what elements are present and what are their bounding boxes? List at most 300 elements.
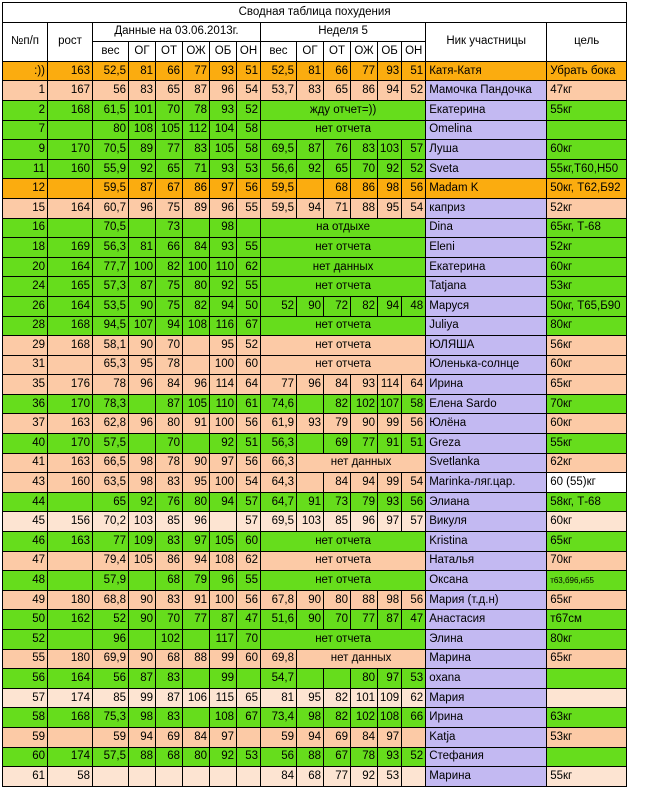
cell-start-2: 83 xyxy=(156,590,183,610)
cell-start-5 xyxy=(237,218,261,238)
cell-nick: Стефания xyxy=(426,747,547,767)
cell-goal: 55кг xyxy=(547,434,627,454)
cell-goal xyxy=(547,669,627,689)
cell-height xyxy=(48,571,93,591)
cell-week5-5 xyxy=(402,727,426,747)
cell-week5-3: 86 xyxy=(351,179,378,199)
table-row xyxy=(3,610,627,630)
cell-height: 168 xyxy=(48,100,93,120)
cell-height: 174 xyxy=(48,688,93,708)
cell-week5-5: 56 xyxy=(402,414,426,434)
cell-start-4: 93 xyxy=(210,238,237,258)
cell-num: 1 xyxy=(3,81,48,101)
table-row xyxy=(3,532,627,552)
cell-week5-5: 66 xyxy=(402,708,426,728)
cell-start-2: 77 xyxy=(156,140,183,160)
cell-week5-3: 70 xyxy=(351,159,378,179)
cell-start-5: 55 xyxy=(237,277,261,297)
cell-nick: Элиана xyxy=(426,492,547,512)
cell-week5-note: нет данных xyxy=(297,649,426,669)
cell-week5-3: 88 xyxy=(351,198,378,218)
cell-start-3 xyxy=(183,355,210,375)
cell-week5-0: 52 xyxy=(261,296,297,316)
cell-start-1 xyxy=(129,630,156,650)
cell-start-5: 58 xyxy=(237,120,261,140)
cell-start-0: 66,5 xyxy=(93,453,129,473)
cell-week5-4: 91 xyxy=(378,434,402,454)
cell-week5-note: нет отчета xyxy=(261,238,426,258)
cell-start-4: 96 xyxy=(210,81,237,101)
cell-goal xyxy=(547,747,627,767)
cell-start-3: 89 xyxy=(183,198,210,218)
cell-height xyxy=(48,179,93,199)
table-row xyxy=(3,238,627,258)
cell-start-5: 56 xyxy=(237,414,261,434)
cell-week5-5: 52 xyxy=(402,81,426,101)
cell-start-4: 115 xyxy=(210,688,237,708)
cell-start-3 xyxy=(183,630,210,650)
cell-num: 61 xyxy=(3,767,48,787)
cell-start-4: 94 xyxy=(210,296,237,316)
cell-week5-5: 48 xyxy=(402,296,426,316)
cell-week5-4: 107 xyxy=(378,394,402,414)
subheader-start-2: ОТ xyxy=(156,42,183,62)
cell-week5-1 xyxy=(297,179,324,199)
cell-nick: Marinka-ляг.цар. xyxy=(426,473,547,493)
cell-num: 49 xyxy=(3,590,48,610)
cell-goal: 65кг xyxy=(547,532,627,552)
cell-start-4: 108 xyxy=(210,551,237,571)
cell-start-1: 90 xyxy=(129,296,156,316)
cell-height: 160 xyxy=(48,473,93,493)
cell-start-2: 83 xyxy=(156,473,183,493)
cell-start-5: 47 xyxy=(237,610,261,630)
cell-week5-2: 82 xyxy=(324,394,351,414)
cell-start-0: 55,9 xyxy=(93,159,129,179)
cell-nick: Викуля xyxy=(426,512,547,532)
cell-start-4: 100 xyxy=(210,473,237,493)
cell-start-4: 105 xyxy=(210,532,237,552)
cell-week5-2: 85 xyxy=(324,512,351,532)
header-nick: Ник участницы xyxy=(426,22,547,61)
table-row xyxy=(3,688,627,708)
cell-num: 46 xyxy=(3,532,48,552)
cell-start-2: 86 xyxy=(156,551,183,571)
cell-start-4: 93 xyxy=(210,159,237,179)
cell-week5-2: 79 xyxy=(324,414,351,434)
cell-start-2: 76 xyxy=(156,492,183,512)
cell-week5-5: 54 xyxy=(402,198,426,218)
cell-start-1 xyxy=(129,571,156,591)
cell-nick: Мамочка Пандочка xyxy=(426,81,547,101)
table-row xyxy=(3,473,627,493)
cell-week5-4: 98 xyxy=(378,590,402,610)
cell-start-3: 86 xyxy=(183,179,210,199)
cell-start-5: 52 xyxy=(237,336,261,356)
cell-start-2: 94 xyxy=(156,316,183,336)
cell-num: 55 xyxy=(3,649,48,669)
cell-start-1: 101 xyxy=(129,100,156,120)
cell-start-3 xyxy=(183,336,210,356)
cell-start-1: 92 xyxy=(129,492,156,512)
cell-start-5: 58 xyxy=(237,140,261,160)
cell-week5-4: 93 xyxy=(378,61,402,81)
cell-height: 160 xyxy=(48,159,93,179)
cell-start-4: 99 xyxy=(210,649,237,669)
cell-goal: 65кг xyxy=(547,590,627,610)
subheader-week5-1: ОГ xyxy=(297,42,324,62)
cell-nick: Екатерина xyxy=(426,257,547,277)
cell-nick: Madam K xyxy=(426,179,547,199)
cell-goal: 63кг xyxy=(547,708,627,728)
cell-goal: т67см xyxy=(547,610,627,630)
cell-start-2: 75 xyxy=(156,296,183,316)
cell-week5-4: 53 xyxy=(378,767,402,787)
cell-week5-1: 90 xyxy=(297,610,324,630)
cell-nick: Марина xyxy=(426,649,547,669)
cell-start-3: 87 xyxy=(183,81,210,101)
cell-week5-5: 57 xyxy=(402,140,426,160)
cell-week5-1: 88 xyxy=(297,747,324,767)
cell-week5-3: 102 xyxy=(351,394,378,414)
table-row xyxy=(3,316,627,336)
cell-start-5: 54 xyxy=(237,81,261,101)
cell-week5-3: 101 xyxy=(351,688,378,708)
cell-start-0: 60,7 xyxy=(93,198,129,218)
cell-start-3: 112 xyxy=(183,120,210,140)
cell-week5-0: 56,6 xyxy=(261,159,297,179)
cell-start-2: 67 xyxy=(156,179,183,199)
subheader-start-4: ОБ xyxy=(210,42,237,62)
table-row xyxy=(3,414,627,434)
cell-start-2: 70 xyxy=(156,100,183,120)
cell-start-2: 75 xyxy=(156,198,183,218)
cell-week5-1: 90 xyxy=(297,296,324,316)
cell-height xyxy=(48,218,93,238)
cell-goal: 55кг xyxy=(547,100,627,120)
cell-start-3: 83 xyxy=(183,140,210,160)
cell-week5-4: 94 xyxy=(378,81,402,101)
cell-goal: 65кг xyxy=(547,649,627,669)
header-group-week5: Неделя 5 xyxy=(261,22,426,42)
cell-start-1: 90 xyxy=(129,590,156,610)
cell-week5-note: нет отчета xyxy=(261,630,426,650)
cell-week5-2: 82 xyxy=(324,708,351,728)
cell-week5-5: 51 xyxy=(402,434,426,454)
cell-height xyxy=(48,630,93,650)
cell-start-0: 58,1 xyxy=(93,336,129,356)
table-row xyxy=(3,179,627,199)
cell-height: 163 xyxy=(48,414,93,434)
cell-num: 18 xyxy=(3,238,48,258)
cell-start-2: 102 xyxy=(156,630,183,650)
cell-start-2: 70 xyxy=(156,336,183,356)
cell-start-4: 110 xyxy=(210,394,237,414)
cell-num: 48 xyxy=(3,571,48,591)
subheader-start-3: ОЖ xyxy=(183,42,210,62)
cell-start-3: 82 xyxy=(183,296,210,316)
cell-start-0: 94,5 xyxy=(93,316,129,336)
cell-week5-5: 56 xyxy=(402,590,426,610)
cell-start-1: 81 xyxy=(129,61,156,81)
cell-start-1: 87 xyxy=(129,669,156,689)
table-row xyxy=(3,81,627,101)
cell-start-0: 61,5 xyxy=(93,100,129,120)
cell-start-0: 62,8 xyxy=(93,414,129,434)
cell-num: 2 xyxy=(3,100,48,120)
cell-start-4: 98 xyxy=(210,218,237,238)
cell-num: 35 xyxy=(3,375,48,395)
subheader-start-5: ОН xyxy=(237,42,261,62)
cell-start-4: 93 xyxy=(210,61,237,81)
cell-week5-4: 114 xyxy=(378,375,402,395)
cell-week5-4: 98 xyxy=(378,179,402,199)
cell-height: 156 xyxy=(48,512,93,532)
cell-start-1: 100 xyxy=(129,257,156,277)
cell-start-5 xyxy=(237,727,261,747)
header-height: рост xyxy=(48,22,93,61)
cell-start-5: 67 xyxy=(237,316,261,336)
cell-start-0: 52,5 xyxy=(93,61,129,81)
cell-height: 169 xyxy=(48,238,93,258)
cell-start-2: 75 xyxy=(156,277,183,297)
cell-start-0: 78,3 xyxy=(93,394,129,414)
cell-height: 164 xyxy=(48,669,93,689)
cell-start-2: 87 xyxy=(156,688,183,708)
cell-week5-1: 90 xyxy=(297,590,324,610)
cell-week5-4: 99 xyxy=(378,414,402,434)
cell-start-3: 78 xyxy=(183,100,210,120)
cell-week5-4: 109 xyxy=(378,688,402,708)
cell-start-3: 90 xyxy=(183,453,210,473)
cell-nick: Катя-Катя xyxy=(426,61,547,81)
table-row xyxy=(3,336,627,356)
cell-start-2: 68 xyxy=(156,571,183,591)
cell-week5-5: 47 xyxy=(402,610,426,630)
cell-start-1: 90 xyxy=(129,336,156,356)
cell-nick: Марина xyxy=(426,767,547,787)
cell-goal xyxy=(547,688,627,708)
cell-nick: Оксана xyxy=(426,571,547,591)
cell-start-0: 65 xyxy=(93,492,129,512)
cell-week5-0: 77 xyxy=(261,375,297,395)
cell-start-0: 69,9 xyxy=(93,649,129,669)
cell-start-2: 68 xyxy=(156,649,183,669)
cell-start-4: 100 xyxy=(210,355,237,375)
cell-week5-3: 96 xyxy=(351,512,378,532)
cell-start-0: 57,9 xyxy=(93,571,129,591)
cell-start-0: 53,5 xyxy=(93,296,129,316)
table-row xyxy=(3,257,627,277)
cell-start-4: 99 xyxy=(210,669,237,689)
cell-height: 170 xyxy=(48,394,93,414)
cell-week5-note: нет данных xyxy=(297,453,426,473)
cell-start-5: 60 xyxy=(237,649,261,669)
cell-start-3 xyxy=(183,669,210,689)
cell-week5-0: 56,3 xyxy=(261,434,297,454)
cell-start-4: 97 xyxy=(210,453,237,473)
cell-start-5: 56 xyxy=(237,453,261,473)
cell-start-5: 57 xyxy=(237,492,261,512)
cell-nick: ЮЛЯША xyxy=(426,336,547,356)
cell-week5-3: 102 xyxy=(351,708,378,728)
cell-num: 36 xyxy=(3,394,48,414)
cell-goal: 65кг, Т-68 xyxy=(547,218,627,238)
table-row xyxy=(3,708,627,728)
cell-start-3: 79 xyxy=(183,571,210,591)
cell-num: 40 xyxy=(3,434,48,454)
cell-start-4: 92 xyxy=(210,277,237,297)
table-row xyxy=(3,277,627,297)
cell-height: 168 xyxy=(48,708,93,728)
cell-start-4: 100 xyxy=(210,590,237,610)
cell-week5-2: 69 xyxy=(324,727,351,747)
cell-num: 29 xyxy=(3,336,48,356)
cell-num: 15 xyxy=(3,198,48,218)
summary-table-wrapper xyxy=(2,2,627,787)
cell-week5-note: нет данных xyxy=(261,257,426,277)
cell-start-2: 87 xyxy=(156,394,183,414)
cell-start-4: 114 xyxy=(210,375,237,395)
table-row xyxy=(3,100,627,120)
cell-week5-5: 53 xyxy=(402,669,426,689)
cell-week5-5: 52 xyxy=(402,159,426,179)
cell-week5-0: 59 xyxy=(261,727,297,747)
cell-week5-0: 66,3 xyxy=(261,453,297,473)
cell-num: 16 xyxy=(3,218,48,238)
cell-goal xyxy=(547,120,627,140)
cell-start-1: 90 xyxy=(129,610,156,630)
header-num: №п/п xyxy=(3,22,48,61)
cell-week5-4: 95 xyxy=(378,198,402,218)
cell-start-1: 90 xyxy=(129,649,156,669)
subheader-week5-4: ОБ xyxy=(378,42,402,62)
cell-num: 47 xyxy=(3,551,48,571)
cell-start-3: 91 xyxy=(183,414,210,434)
cell-week5-1: 68 xyxy=(297,767,324,787)
cell-nick: Katja xyxy=(426,727,547,747)
cell-week5-0: 54,7 xyxy=(261,669,297,689)
cell-start-2: 83 xyxy=(156,708,183,728)
cell-start-3: 88 xyxy=(183,649,210,669)
cell-start-1: 88 xyxy=(129,747,156,767)
subheader-week5-3: ОЖ xyxy=(351,42,378,62)
cell-start-5 xyxy=(237,669,261,689)
table-row xyxy=(3,159,627,179)
cell-start-1: 95 xyxy=(129,355,156,375)
cell-week5-3: 92 xyxy=(351,767,378,787)
cell-start-5: 56 xyxy=(237,179,261,199)
cell-week5-note: нет отчета xyxy=(261,277,426,297)
cell-start-2: 105 xyxy=(156,120,183,140)
cell-nick: Eleni xyxy=(426,238,547,258)
cell-start-5: 53 xyxy=(237,747,261,767)
table-row xyxy=(3,630,627,650)
table-row xyxy=(3,375,627,395)
cell-week5-5: 56 xyxy=(402,492,426,512)
cell-week5-3: 80 xyxy=(351,669,378,689)
cell-goal: 60кг xyxy=(547,414,627,434)
cell-num: 7 xyxy=(3,120,48,140)
cell-start-1: 99 xyxy=(129,688,156,708)
cell-week5-5: 51 xyxy=(402,61,426,81)
cell-week5-3: 94 xyxy=(351,473,378,493)
cell-nick: Юлёна xyxy=(426,414,547,434)
cell-goal: 60 (55)кг xyxy=(547,473,627,493)
cell-week5-1: 91 xyxy=(297,492,324,512)
cell-start-3: 94 xyxy=(183,551,210,571)
cell-num: :)) xyxy=(3,61,48,81)
cell-height: 167 xyxy=(48,81,93,101)
cell-start-0: 56 xyxy=(93,669,129,689)
cell-height: 170 xyxy=(48,140,93,160)
cell-week5-2: 77 xyxy=(324,767,351,787)
cell-week5-0: 69,5 xyxy=(261,140,297,160)
table-row xyxy=(3,453,627,473)
cell-week5-1: 98 xyxy=(297,708,324,728)
cell-height: 58 xyxy=(48,767,93,787)
cell-height: 163 xyxy=(48,532,93,552)
cell-height: 162 xyxy=(48,610,93,630)
cell-start-4: 94 xyxy=(210,492,237,512)
cell-week5-1: 81 xyxy=(297,61,324,81)
cell-goal: 65кг xyxy=(547,375,627,395)
table-row xyxy=(3,551,627,571)
cell-nick: Луша xyxy=(426,140,547,160)
cell-start-3: 105 xyxy=(183,394,210,414)
cell-goal: 62кг xyxy=(547,453,627,473)
cell-start-5: 56 xyxy=(237,590,261,610)
cell-nick: Маруся xyxy=(426,296,547,316)
cell-start-3: 108 xyxy=(183,316,210,336)
cell-week5-0: 52,5 xyxy=(261,61,297,81)
cell-start-2: 66 xyxy=(156,61,183,81)
cell-start-1: 96 xyxy=(129,375,156,395)
cell-week5-4: 92 xyxy=(378,159,402,179)
cell-week5-0: 61,9 xyxy=(261,414,297,434)
cell-week5-note: на отдыхе xyxy=(261,218,426,238)
cell-week5-4: 93 xyxy=(378,492,402,512)
cell-nick: Ирина xyxy=(426,708,547,728)
cell-nick: Svetlanka xyxy=(426,453,547,473)
cell-start-3 xyxy=(183,434,210,454)
cell-start-2: 83 xyxy=(156,532,183,552)
cell-start-0: 75,3 xyxy=(93,708,129,728)
table-row xyxy=(3,649,627,669)
cell-week5-3: 77 xyxy=(351,610,378,630)
cell-start-0: 80 xyxy=(93,120,129,140)
cell-start-5: 70 xyxy=(237,630,261,650)
cell-num: 20 xyxy=(3,257,48,277)
table-row xyxy=(3,198,627,218)
cell-start-4: 117 xyxy=(210,630,237,650)
cell-num: 59 xyxy=(3,727,48,747)
cell-start-3: 106 xyxy=(183,688,210,708)
weight-loss-summary-table xyxy=(2,2,627,787)
cell-start-1: 105 xyxy=(129,551,156,571)
cell-start-1: 98 xyxy=(129,708,156,728)
cell-start-0: 96 xyxy=(93,630,129,650)
cell-start-3 xyxy=(183,708,210,728)
cell-goal: 80кг xyxy=(547,316,627,336)
cell-week5-4: 99 xyxy=(378,473,402,493)
cell-start-5: 60 xyxy=(237,355,261,375)
cell-week5-2 xyxy=(324,669,351,689)
cell-week5-2: 84 xyxy=(324,375,351,395)
table-row xyxy=(3,747,627,767)
table-title: Сводная таблица похудения xyxy=(3,3,627,23)
cell-start-1: 92 xyxy=(129,159,156,179)
